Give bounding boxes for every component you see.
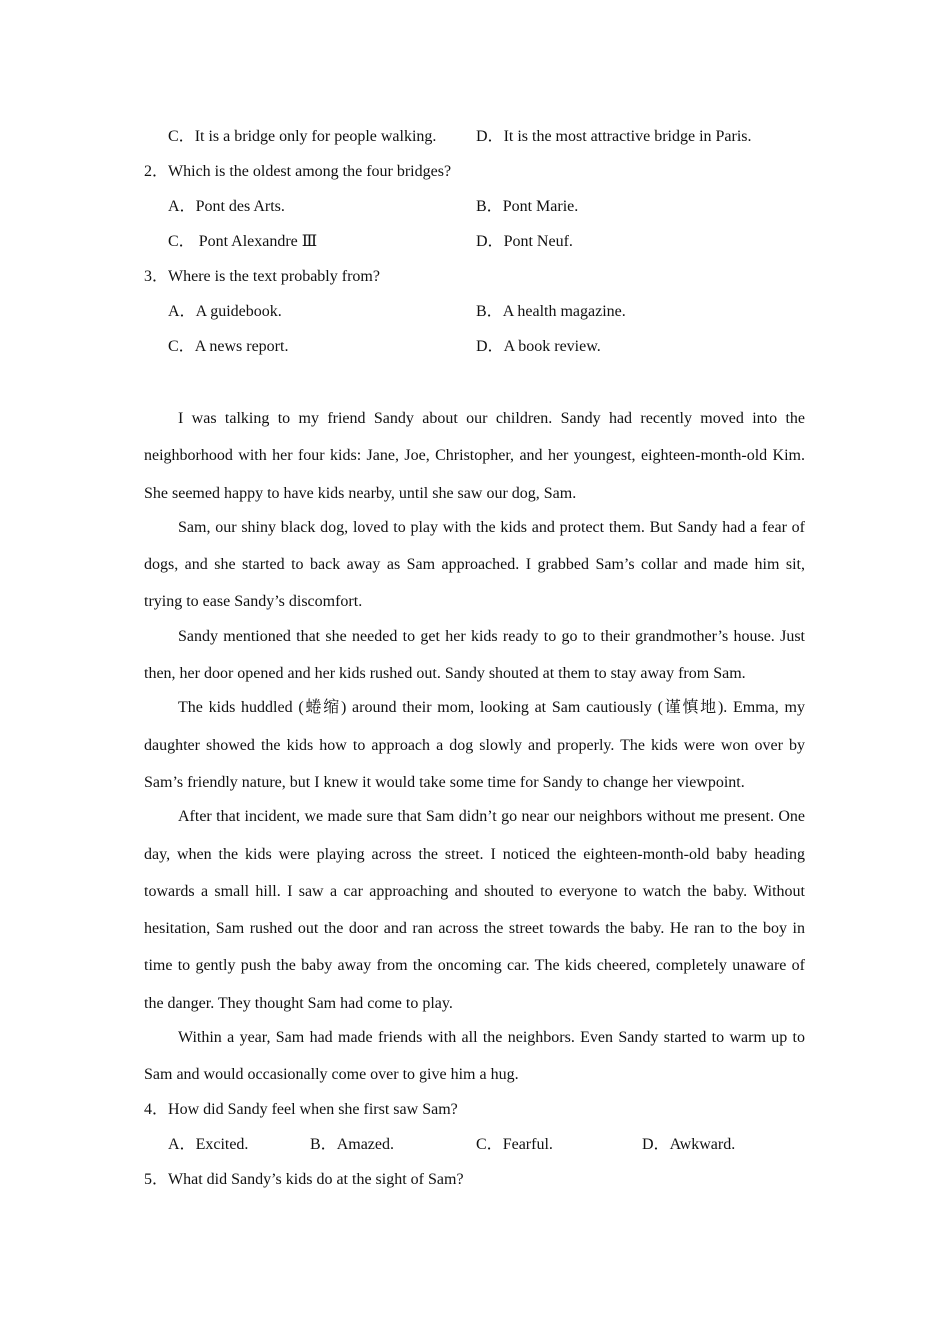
passage-paragraph-6: Within a year, Sam had made friends with all the neighbors. Even Sandy started to warm up to Sam and would occasionally come over to give him a hug. xyxy=(144,1029,805,1084)
q2-option-d: D．Pont Neuf. xyxy=(476,233,573,250)
q1-option-c: C．It is a bridge only for people walking. xyxy=(168,128,437,145)
q4-option-d: D．Awkward. xyxy=(642,1136,736,1153)
q2-option-a: A．Pont des Arts. xyxy=(168,198,285,215)
q5-stem: 5．What did Sandy’s kids do at the sight of Sam? xyxy=(144,1171,464,1188)
q1-option-d: D．It is the most attractive bridge in Paris. xyxy=(476,128,752,145)
reading-passage xyxy=(144,400,805,1094)
q3-option-d: D．A book review. xyxy=(476,338,601,355)
q2-stem: 2．Which is the oldest among the four bridges? xyxy=(144,163,452,180)
q4-option-a: A．Excited. xyxy=(168,1136,249,1153)
q3-stem: 3．Where is the text probably from? xyxy=(144,268,380,285)
q4-option-c: C．Fearful. xyxy=(476,1136,553,1153)
passage-paragraph-1: I was talking to my friend Sandy about our children. Sandy had recently moved into the neighborhood with her four kids: Jane, Joe, Christopher, and her youngest, eighteen-month-old Kim. She seemed happy to have kids nearby, until she saw our dog, Sam. xyxy=(144,410,805,502)
passage-paragraph-4: The kids huddled (蜷缩) around their mom, looking at Sam cautiously (谨慎地). Emma, my daughter showed the kids how to approach a dog slowly and properly. The kids were won over by Sam’s friendly nature, but I knew it would take some time for Sandy to change her viewpoint. xyxy=(144,699,805,791)
q3-option-a: A．A guidebook. xyxy=(168,303,282,320)
q2-option-c: C． Pont Alexandre Ⅲ xyxy=(168,233,318,250)
q3-option-c: C．A news report. xyxy=(168,338,289,355)
q4-stem: 4．How did Sandy feel when she first saw Sam? xyxy=(144,1101,458,1118)
passage-paragraph-2: Sam, our shiny black dog, loved to play with the kids and protect them. But Sandy had a fear of dogs, and she started to back away as Sam approached. I grabbed Sam’s collar and made him sit, trying to ease Sandy’s discomfort. xyxy=(144,518,805,611)
q4-option-b: B．Amazed. xyxy=(310,1136,394,1153)
passage-paragraph-3: Sandy mentioned that she needed to get her kids ready to go to their grandmother’s house. Just then, her door opened and her kids rushed out. Sandy shouted at them to stay away from Sam. xyxy=(144,627,805,683)
q3-option-b: B．A health magazine. xyxy=(476,303,626,320)
q2-option-b: B．Pont Marie. xyxy=(476,198,579,215)
passage-paragraph-5: After that incident, we made sure that Sam didn’t go near our neighbors without me present. One day, when the kids were playing across the street. I noticed the eighteen-month-old baby heading towards a small hill. I saw a car approaching and shouted to everyone to watch the baby. Without hesitation, Sam rushed out the door and ran across the street towards the baby. He ran to the boy in time to gently push the baby away from the oncoming car. The kids cheered, completely unaware of the danger. They thought Sam had come to play. xyxy=(144,808,805,1012)
